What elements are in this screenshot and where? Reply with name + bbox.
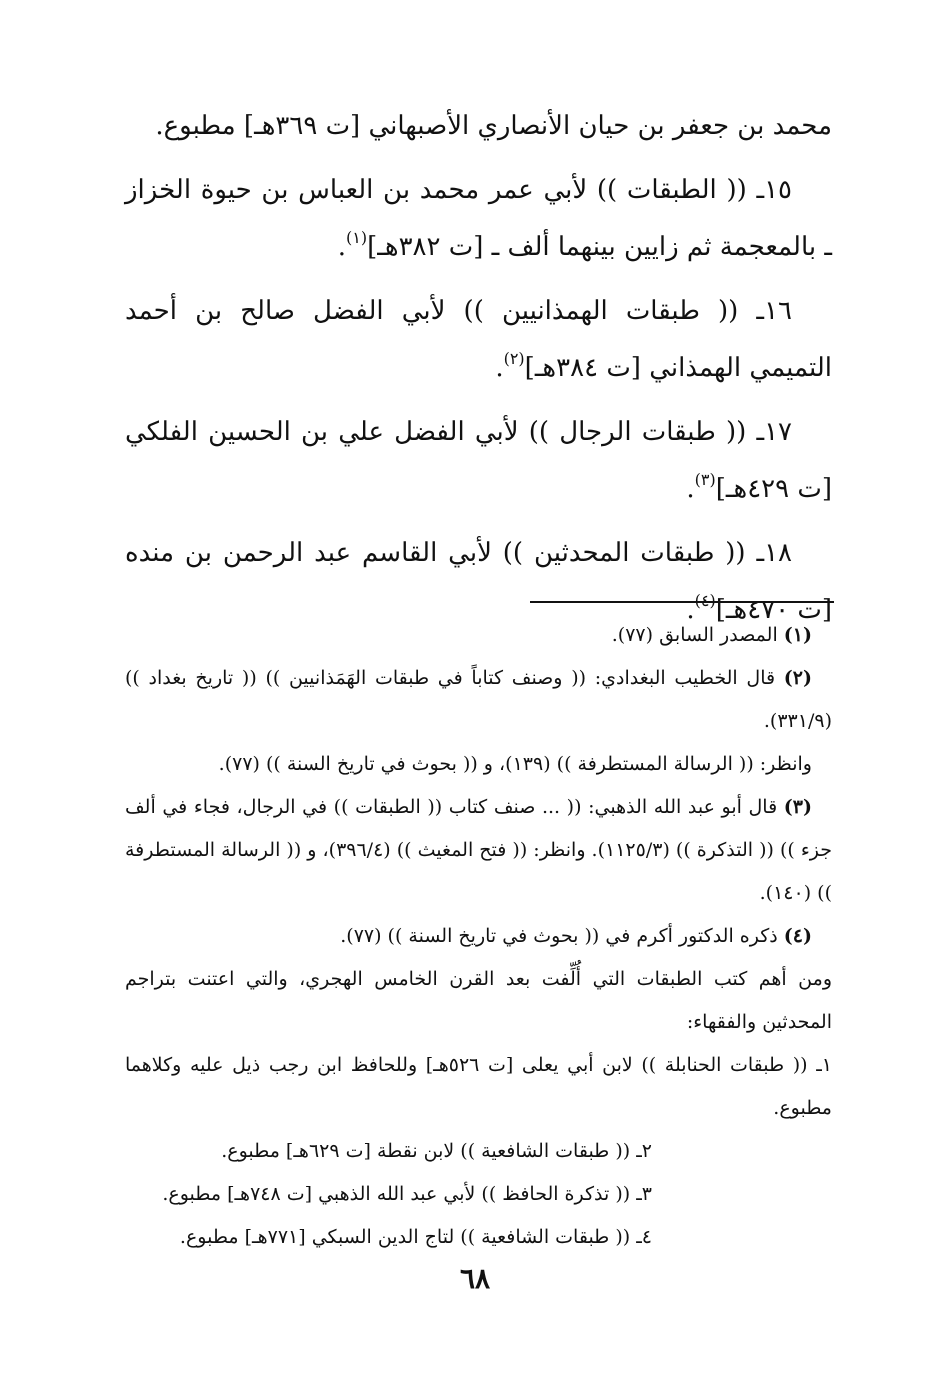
entry-16-text: ١٦ـ (( طبقات الهمذانيين )) لأبي الفضل صالح بن أحمد التميمي الهمذاني [ت ٣٨٤هـ] <box>125 296 832 383</box>
entry-17-footnote-marker[interactable]: (٣) <box>694 470 716 490</box>
entry-17-period: . <box>686 474 695 504</box>
footnote-4-number: (٤) <box>783 925 812 947</box>
later-work-4 <box>125 1216 832 1259</box>
entry-17-text: ١٧ـ (( طبقات الرجال )) لأبي الفضل علي بن الحسين الفلكي [ت ٤٢٩هـ] <box>125 417 832 504</box>
footnote-3-number: (٣) <box>783 796 812 818</box>
footnote-3 <box>125 786 832 915</box>
footnote-separator <box>530 601 834 603</box>
entry-17 <box>125 404 832 518</box>
footnote-2-number: (٢) <box>783 667 813 689</box>
entry-15 <box>125 162 832 276</box>
footnote-1-number: (١) <box>783 624 812 646</box>
later-works-intro <box>125 958 832 1044</box>
continuation-text: محمد بن جعفر بن حيان الأنصاري الأصبهاني [ت ٣٦٩هـ] مطبوع. <box>155 111 832 141</box>
later-works-intro-text: ومن أهم كتب الطبقات التي أُلِّفت بعد القرن الخامس الهجري، والتي اعتنت بتراجم المحدثين والفقهاء: <box>125 968 832 1033</box>
continuation-line <box>125 98 832 155</box>
footnote-4-text: ذكره الدكتور أكرم في (( بحوث في تاريخ السنة )) (٧٧). <box>340 925 778 947</box>
footnote-1-text: المصدر السابق (٧٧). <box>611 624 778 646</box>
entry-18-text: ١٨ـ (( طبقات المحدثين )) لأبي القاسم عبد الرحمن بن منده [ت ٤٧٠هـ] <box>125 538 832 625</box>
later-work-1 <box>125 1044 832 1130</box>
footnotes-section <box>125 614 832 1259</box>
entry-15-footnote-marker[interactable]: (١) <box>346 228 368 248</box>
later-work-3-text: ٣ـ (( تذكرة الحافظ )) لأبي عبد الله الذهبي [ت ٧٤٨هـ] مطبوع. <box>162 1183 652 1205</box>
entry-16-period: . <box>495 353 504 383</box>
entry-18-period: . <box>686 595 695 625</box>
footnote-2-see-also-text: وانظر: (( الرسالة المستطرفة )) (١٣٩)، و (( بحوث في تاريخ السنة )) (٧٧). <box>218 753 812 775</box>
later-work-3 <box>125 1173 832 1216</box>
footnote-3-text: قال أبو عبد الله الذهبي: (( ... صنف كتاب (( الطبقات )) في الرجال، فجاء في ألف جزء )) (( التذكرة )) (١١٢٥/٣). وانظر: (( فتح المغيث )) (٣٩٦/٤)، و (( الرسالة المستطرفة )) (١٤٠). <box>125 796 833 904</box>
main-text <box>125 98 832 639</box>
footnote-2 <box>125 657 832 743</box>
footnote-2-text: قال الخطيب البغدادي: (( وصنف كتاباً في طبقات الهَمَذانيين )) (( تاريخ بغداد )) (٣٣١/٩). <box>125 667 832 732</box>
entry-16 <box>125 283 832 397</box>
later-work-2 <box>125 1130 832 1173</box>
footnote-1 <box>125 614 832 657</box>
page-number: ٦٨ <box>459 1262 491 1295</box>
later-work-4-text: ٤ـ (( طبقات الشافعية )) لتاج الدين السبكي [٧٧١هـ] مطبوع. <box>179 1226 652 1248</box>
footnote-4 <box>125 915 832 958</box>
later-work-2-text: ٢ـ (( طبقات الشافعية )) لابن نقطة [ت ٦٢٩هـ] مطبوع. <box>221 1140 652 1162</box>
footnote-2-see-also <box>125 743 832 786</box>
entry-15-period: . <box>337 232 347 262</box>
later-work-1-text: ١ـ (( طبقات الحنابلة )) لابن أبي يعلى [ت ٥٢٦هـ] وللحافظ ابن رجب ذيل عليه وكلاهما مطبوع. <box>125 1054 832 1119</box>
entry-15-text: ١٥ـ (( الطبقات )) لأبي عمر محمد بن العباس بن حيوة الخزاز ـ بالمعجمة ثم زايين بينهما ألف ـ [ت ٣٨٢هـ] <box>125 175 832 262</box>
entry-16-footnote-marker[interactable]: (٢) <box>503 349 525 369</box>
entry-18-footnote-marker[interactable]: (٤) <box>694 591 716 611</box>
